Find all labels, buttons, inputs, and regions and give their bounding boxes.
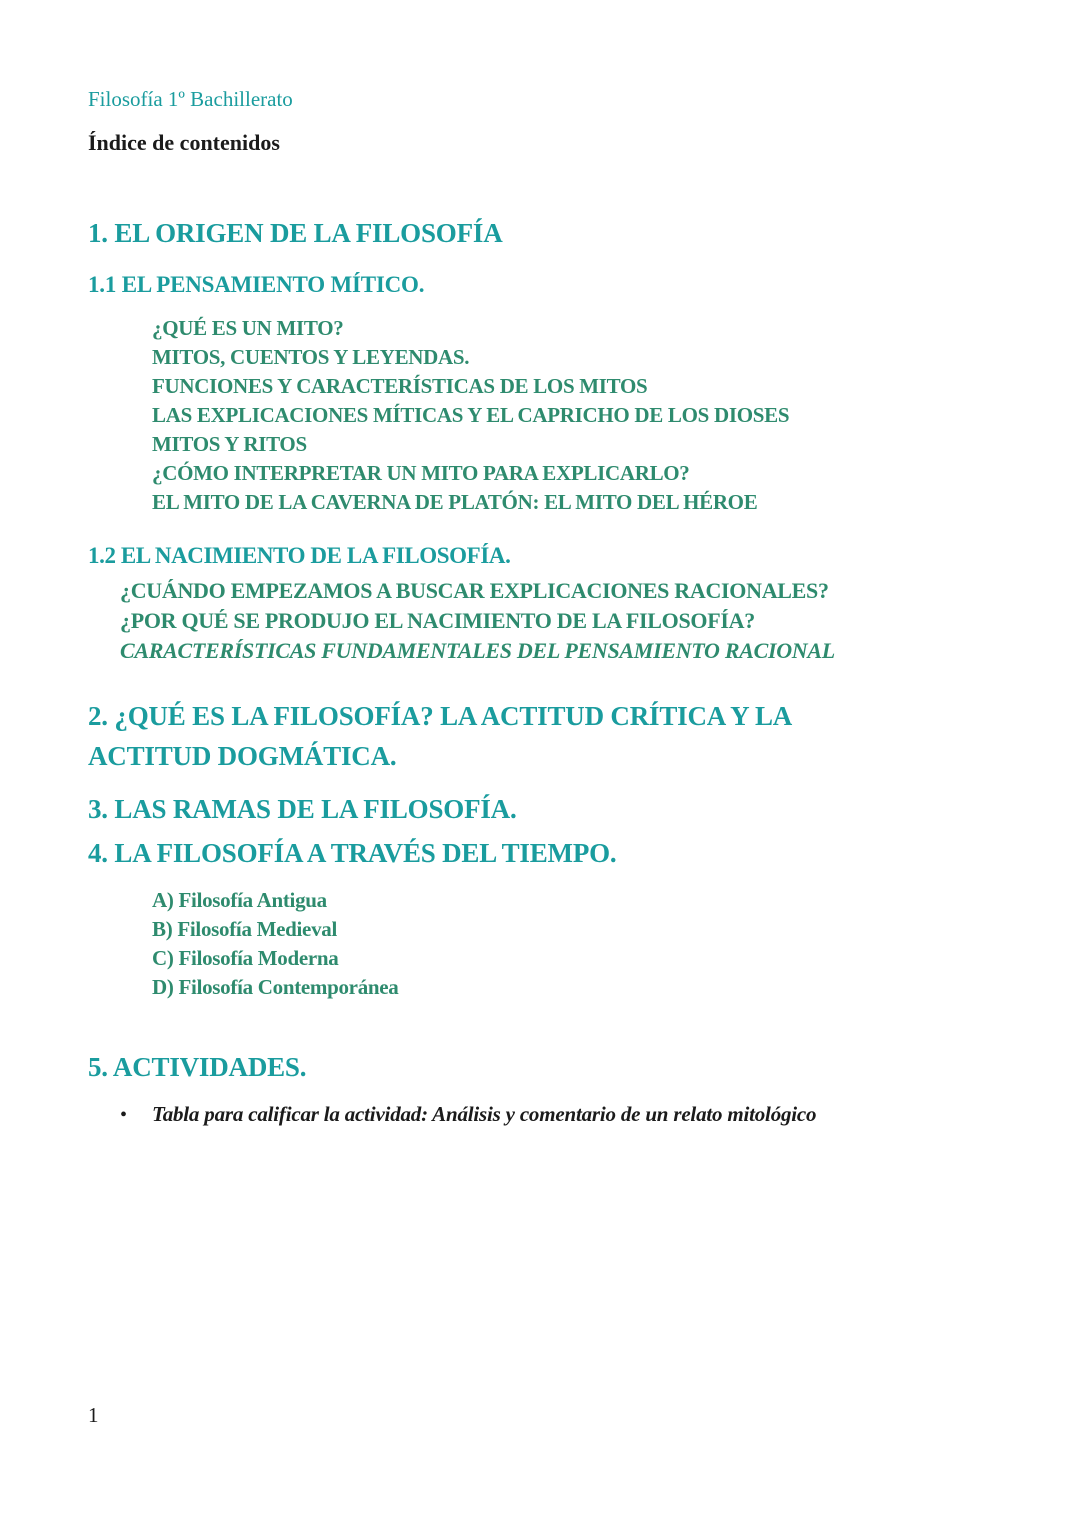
list-item: EL MITO DE LA CAVERNA DE PLATÓN: EL MITO DEL HÉROE — [152, 490, 758, 514]
list-item: ¿CUÁNDO EMPEZAMOS A BUSCAR EXPLICACIONES RACIONALES? — [120, 578, 829, 603]
section-1-2-heading: 1.2 EL NACIMIENTO DE LA FILOSOFÍA. — [88, 543, 511, 568]
list-item: ¿QUÉ ES UN MITO? — [152, 316, 344, 340]
list-item: B) Filosofía Medieval — [152, 917, 338, 941]
course-title: Filosofía 1º Bachillerato — [88, 87, 293, 111]
bullet-text: Tabla para calificar la actividad: Análisis y comentario de un relato mitológico — [152, 1102, 817, 1126]
page-number: 1 — [88, 1403, 99, 1427]
section-1-2-list — [120, 576, 990, 666]
bullet-icon: • — [120, 1104, 128, 1126]
section-4-heading: 4. LA FILOSOFÍA A TRAVÉS DEL TIEMPO. — [88, 838, 617, 868]
bullet-item — [120, 1101, 990, 1128]
list-item: LAS EXPLICACIONES MÍTICAS Y EL CAPRICHO DE LOS DIOSES — [152, 403, 790, 427]
section-1-1-list — [152, 314, 990, 517]
list-item: MITOS, CUENTOS Y LEYENDAS. — [152, 345, 470, 369]
list-item: D) Filosofía Contemporánea — [152, 975, 399, 999]
section-5-heading: 5. ACTIVIDADES. — [88, 1052, 307, 1082]
section-4-list — [152, 886, 990, 1002]
section-2-heading: 2. ¿QUÉ ES LA FILOSOFÍA? LA ACTITUD CRÍTICA Y LA ACTITUD DOGMÁTICA. — [88, 701, 791, 771]
section-1-1-heading: 1.1 EL PENSAMIENTO MÍTICO. — [88, 272, 425, 297]
toc-title: Índice de contenidos — [88, 130, 280, 155]
section-1-heading: 1. EL ORIGEN DE LA FILOSOFÍA — [88, 218, 503, 248]
list-item: ¿CÓMO INTERPRETAR UN MITO PARA EXPLICARLO? — [152, 461, 690, 485]
list-item: A) Filosofía Antigua — [152, 888, 327, 912]
list-item: ¿POR QUÉ SE PRODUJO EL NACIMIENTO DE LA FILOSOFÍA? — [120, 608, 755, 633]
list-item: CARACTERÍSTICAS FUNDAMENTALES DEL PENSAMIENTO RACIONAL — [120, 638, 835, 663]
section-3-heading: 3. LAS RAMAS DE LA FILOSOFÍA. — [88, 794, 517, 824]
list-item: FUNCIONES Y CARACTERÍSTICAS DE LOS MITOS — [152, 374, 648, 398]
list-item: MITOS Y RITOS — [152, 432, 307, 456]
list-item: C) Filosofía Moderna — [152, 946, 339, 970]
